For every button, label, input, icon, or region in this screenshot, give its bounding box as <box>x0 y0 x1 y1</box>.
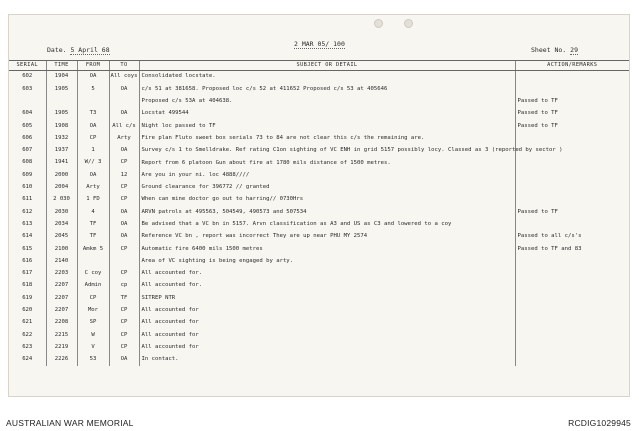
cell-time: 2100 <box>46 243 77 255</box>
column-header-from: FROM <box>77 61 109 71</box>
cell-serial: 605 <box>22 122 33 129</box>
cell-subject: Survey c/s 1 to Smelldrake. Ref rating C1on sighting of VC ENH in grid 5157 possibly locy. Classed as 3 (reported by sector ) <box>139 145 515 157</box>
header-row <box>9 61 629 71</box>
cell-time: 2215 <box>46 329 77 341</box>
table-row <box>9 96 629 108</box>
cell-action: Passed to TF and 83 <box>515 243 629 255</box>
cell-from: TF <box>77 219 109 231</box>
cell-action: Passed to TF <box>515 108 629 120</box>
cell-serial: 604 <box>22 110 33 117</box>
cell-to: CP <box>109 329 139 341</box>
cell-time: 2203 <box>46 268 77 280</box>
log-body <box>9 71 629 367</box>
cell-to: CP <box>109 182 139 194</box>
cell-from <box>77 255 109 267</box>
document-id: RCDIG1029945 <box>568 418 631 428</box>
cell-serial: 611 <box>22 196 33 203</box>
cell-action <box>515 132 629 144</box>
cell-subject: All accounted for <box>139 317 515 329</box>
table-row <box>9 280 629 292</box>
cell-to: Arty <box>109 132 139 144</box>
cell-to: CP <box>109 305 139 317</box>
cell-action: Passed to TF <box>515 96 629 108</box>
cell-from: T3 <box>77 108 109 120</box>
cell-from: CP <box>77 132 109 144</box>
cell-from: 53 <box>77 354 109 366</box>
table-row <box>9 255 629 267</box>
cell-serial: 619 <box>22 294 33 301</box>
table-row <box>9 145 629 157</box>
cell-to: OA <box>109 219 139 231</box>
cell-serial: 609 <box>22 171 33 178</box>
cell-to <box>109 255 139 267</box>
cell-time: 2004 <box>46 182 77 194</box>
table-row <box>9 169 629 181</box>
cell-time: 1937 <box>46 145 77 157</box>
cell-from: V <box>77 342 109 354</box>
cell-action <box>515 317 629 329</box>
cell-action: Passed to TF <box>515 206 629 218</box>
cell-to: All coys <box>109 71 139 84</box>
cell-from: Amkm 5 <box>77 243 109 255</box>
log-reference-text: 2 MAR 05/ 100 <box>294 40 345 48</box>
cell-subject: Ground clearance for 396772 // granted <box>139 182 515 194</box>
cell-time: 1932 <box>46 132 77 144</box>
cell-subject: Be advised that a VC bn in 5157. Arvn classification as A3 and US as C3 and lowered to a coy <box>139 219 515 231</box>
cell-to: OA <box>109 83 139 95</box>
punch-hole <box>374 19 383 28</box>
cell-serial <box>9 96 46 108</box>
table-row <box>9 157 629 169</box>
cell-from: 1 FD <box>77 194 109 206</box>
table-row <box>9 243 629 255</box>
cell-time: 2226 <box>46 354 77 366</box>
table-row <box>9 354 629 366</box>
sheet-number-field <box>531 46 578 54</box>
table-row <box>9 120 629 132</box>
cell-subject: When can mine doctor go out to harring// 0730Hrs <box>139 194 515 206</box>
cell-time: 2207 <box>46 280 77 292</box>
cell-time: 2030 <box>46 206 77 218</box>
table-row <box>9 194 629 206</box>
cell-serial: 624 <box>22 356 33 363</box>
cell-from <box>77 96 109 108</box>
cell-to: CP <box>109 317 139 329</box>
cell-subject: All accounted for. <box>139 268 515 280</box>
table-row <box>9 83 629 95</box>
cell-action <box>515 194 629 206</box>
cell-action <box>515 354 629 366</box>
cell-serial: 620 <box>22 306 33 313</box>
cell-time: 2140 <box>46 255 77 267</box>
cell-subject: Locstat 499544 <box>139 108 515 120</box>
cell-time: 1905 <box>46 108 77 120</box>
cell-time: 2000 <box>46 169 77 181</box>
cell-serial: 607 <box>22 147 33 154</box>
cell-subject: All accounted for <box>139 342 515 354</box>
date-field: Date. 5 April 68 <box>47 46 110 54</box>
table-row <box>9 206 629 218</box>
cell-action <box>515 329 629 341</box>
cell-to: cp <box>109 280 139 292</box>
table-row <box>9 329 629 341</box>
table-row <box>9 342 629 354</box>
cell-time: 2207 <box>46 292 77 304</box>
cell-serial: 618 <box>22 282 33 289</box>
cell-to: CP <box>109 243 139 255</box>
cell-to: OA <box>109 145 139 157</box>
cell-to: CP <box>109 194 139 206</box>
cell-action <box>515 182 629 194</box>
cell-to: OA <box>109 231 139 243</box>
cell-from: 5 <box>77 83 109 95</box>
log-table <box>9 60 629 366</box>
cell-subject: All accounted for <box>139 329 515 341</box>
cell-action <box>515 219 629 231</box>
table-row <box>9 292 629 304</box>
table-row <box>9 182 629 194</box>
column-header-serial: SERIAL <box>9 61 46 71</box>
cell-from: Admin <box>77 280 109 292</box>
cell-time: 1904 <box>46 71 77 84</box>
punch-hole <box>404 19 413 28</box>
table-row <box>9 305 629 317</box>
cell-from: C coy <box>77 268 109 280</box>
cell-serial: 606 <box>22 134 33 141</box>
cell-time <box>46 96 77 108</box>
column-header-to: TO <box>109 61 139 71</box>
cell-time: 1908 <box>46 120 77 132</box>
archive-credit: AUSTRALIAN WAR MEMORIAL <box>6 418 134 428</box>
cell-serial: 612 <box>22 208 33 215</box>
cell-to: OA <box>109 354 139 366</box>
table-row <box>9 132 629 144</box>
sheet-label: Sheet No. <box>531 46 567 54</box>
cell-time: 1905 <box>46 83 77 95</box>
cell-to: CP <box>109 157 139 169</box>
cell-subject: All accounted for. <box>139 280 515 292</box>
cell-serial: 602 <box>22 73 33 80</box>
cell-serial: 616 <box>22 257 33 264</box>
cell-subject: Proposed c/s 53A at 404638. <box>139 96 515 108</box>
cell-serial: 613 <box>22 220 33 227</box>
log-reference <box>294 40 345 48</box>
cell-from: 4 <box>77 206 109 218</box>
cell-from: OA <box>77 71 109 84</box>
cell-subject: In contact. <box>139 354 515 366</box>
cell-serial: 622 <box>22 331 33 338</box>
table-row <box>9 219 629 231</box>
cell-serial: 614 <box>22 233 33 240</box>
cell-subject: Night loc passed to TF <box>139 120 515 132</box>
cell-action: Passed to all c/s's <box>515 231 629 243</box>
cell-subject: Reference VC bn , report was incorrect They are up near PHU MY 2574 <box>139 231 515 243</box>
cell-from: OA <box>77 120 109 132</box>
cell-to: TF <box>109 292 139 304</box>
cell-to: OA <box>109 108 139 120</box>
cell-action <box>515 83 629 95</box>
cell-to: OA <box>109 206 139 218</box>
cell-time: 2045 <box>46 231 77 243</box>
cell-action <box>515 255 629 267</box>
cell-serial: 610 <box>22 184 33 191</box>
cell-from: CP <box>77 292 109 304</box>
cell-subject: All accounted for <box>139 305 515 317</box>
cell-from: OA <box>77 169 109 181</box>
cell-action <box>515 342 629 354</box>
cell-subject: SITREP NTR <box>139 292 515 304</box>
cell-from: W// 3 <box>77 157 109 169</box>
cell-from: Arty <box>77 182 109 194</box>
cell-time: 2034 <box>46 219 77 231</box>
cell-subject: Area of VC sighting is being engaged by arty. <box>139 255 515 267</box>
cell-action <box>515 268 629 280</box>
cell-serial: 615 <box>22 245 33 252</box>
cell-from: Mor <box>77 305 109 317</box>
date-label: Date <box>47 46 63 54</box>
sheet-value: 29 <box>570 46 578 54</box>
cell-subject: Fire plan Fluto sweet box serials 73 to 84 are not clear this c/s the remaining are. <box>139 132 515 144</box>
cell-from: SP <box>77 317 109 329</box>
cell-subject: Report from 6 platoon Gun about fire at 1780 mils distance of 1500 metres. <box>139 157 515 169</box>
cell-from: 1 <box>77 145 109 157</box>
cell-to: All c/s <box>109 120 139 132</box>
cell-time: 1941 <box>46 157 77 169</box>
cell-action <box>515 280 629 292</box>
cell-action <box>515 71 629 84</box>
column-header-time: TIME <box>46 61 77 71</box>
cell-serial: 608 <box>22 159 33 166</box>
cell-serial: 621 <box>22 319 33 326</box>
column-header-subject: SUBJECT OR DETAIL <box>139 61 515 71</box>
cell-from: W <box>77 329 109 341</box>
table-row <box>9 108 629 120</box>
cell-serial: 603 <box>22 85 33 92</box>
cell-action <box>515 169 629 181</box>
cell-action: Passed to TF <box>515 120 629 132</box>
table-row <box>9 231 629 243</box>
cell-subject: Consolidated locstate. <box>139 71 515 84</box>
table-row <box>9 317 629 329</box>
date-value: 5 April 68 <box>70 46 110 54</box>
cell-to: 12 <box>109 169 139 181</box>
cell-time: 2207 <box>46 305 77 317</box>
column-header-action: ACTION/REMARKS <box>515 61 629 71</box>
cell-from: TF <box>77 231 109 243</box>
cell-subject: ARVN patrols at 495563, 504549, 490573 and 507534 <box>139 206 515 218</box>
cell-action <box>515 305 629 317</box>
cell-subject: Are you in your ni. loc 4888//// <box>139 169 515 181</box>
cell-serial: 623 <box>22 343 33 350</box>
cell-to <box>109 96 139 108</box>
cell-subject: Automatic fire 6400 mils 1500 metres <box>139 243 515 255</box>
cell-action <box>515 292 629 304</box>
cell-to: CP <box>109 342 139 354</box>
cell-time: 2219 <box>46 342 77 354</box>
cell-time: 2 030 <box>46 194 77 206</box>
cell-time: 2208 <box>46 317 77 329</box>
cell-to: CP <box>109 268 139 280</box>
cell-serial: 617 <box>22 270 33 277</box>
table-row <box>9 71 629 84</box>
cell-subject: c/s 51 at 381658. Proposed loc c/s 52 at 411652 Proposed c/s 53 at 405646 <box>139 83 515 95</box>
cell-action <box>515 157 629 169</box>
table-row <box>9 268 629 280</box>
